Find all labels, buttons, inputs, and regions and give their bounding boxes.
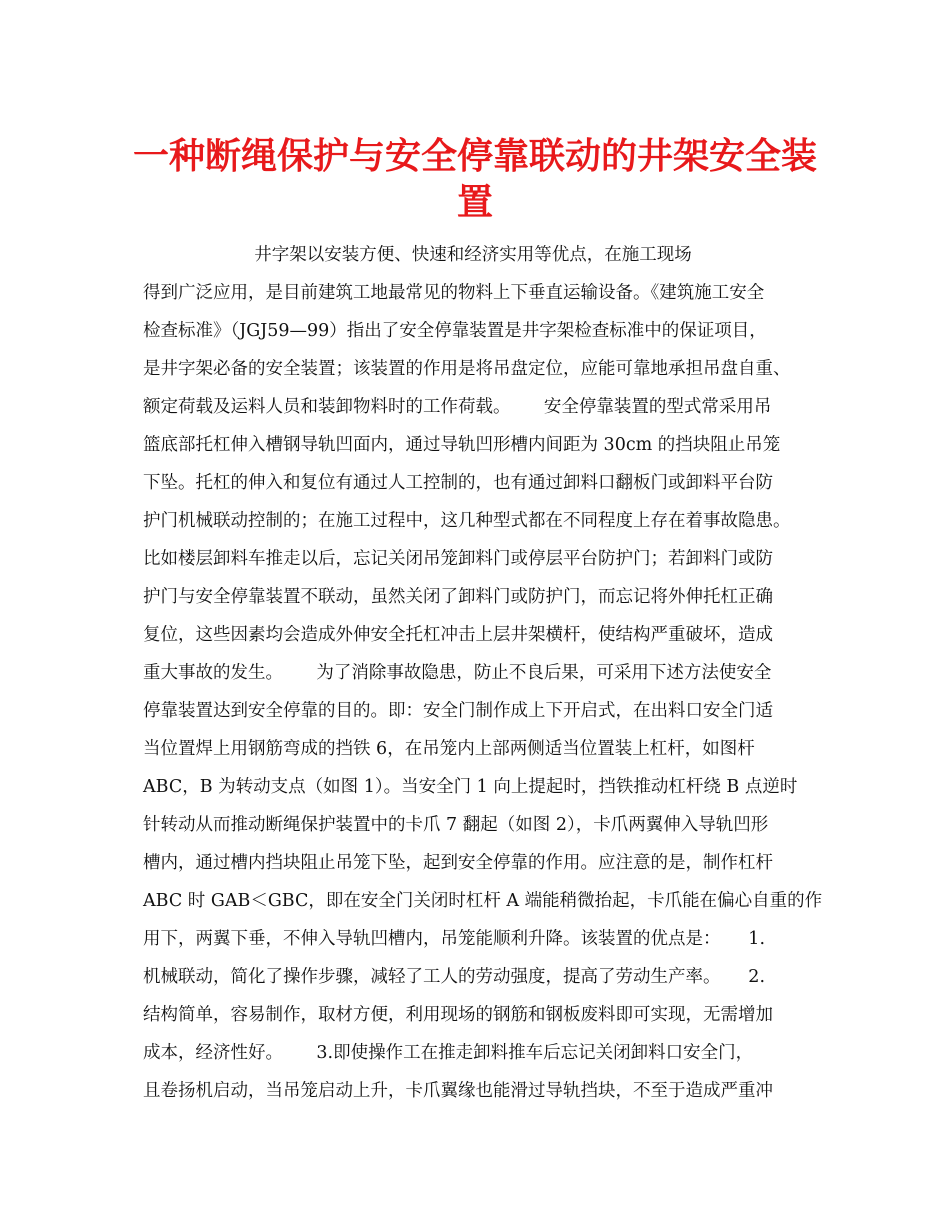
body-line: 得到广泛应用，是目前建筑工地最常见的物料上下垂直运输设备。《建筑施工安全 (143, 283, 765, 303)
document-title-line-1: 一种断绳保护与安全停靠联动的井架安全装 (132, 135, 817, 177)
body-line: 下坠。托杠的伸入和复位有通过人工控制的，也有通过卸料口翻板门或卸料平台防 (143, 473, 773, 493)
body-line: 复位，这些因素均会造成外伸安全托杠冲击上层井架横杆，使结构严重破坏，造成 (143, 625, 773, 645)
body-line: 槽内，通过槽内挡块阻止吊笼下坠，起到安全停靠的作用。应注意的是，制作杠杆 (143, 853, 773, 873)
body-line: 针转动从而推动断绳保护装置中的卡爪 7 翻起（如图 2），卡爪两翼伸入导轨凹形 (143, 815, 769, 835)
body-line: ABC，B 为转动支点（如图 1）。当安全门 1 向上提起时，挡铁推动杠杆绕 B 点逆时 (143, 777, 798, 797)
body-line: 是井字架必备的安全装置；该装置的作用是将吊盘定位，应能可靠地承担吊盘自重、 (143, 359, 791, 379)
body-line: 检查标准》（JGJ59—99）指出了安全停靠装置是井字架检查标准中的保证项目， (143, 321, 767, 341)
body-line: ABC 时 GAB＜GBC，即在安全门关闭时杠杆 A 端能稍微抬起，卡爪能在偏心自重的作 (143, 891, 823, 911)
body-line: 成本，经济性好。 3.即使操作工在推走卸料推车后忘记关闭卸料口安全门， (143, 1043, 754, 1063)
body-line: 用下，两翼下垂，不伸入导轨凹槽内，吊笼能顺利升降。该装置的优点是： 1. (143, 929, 766, 949)
body-line: 机械联动，简化了操作步骤，减轻了工人的劳动强度，提高了劳动生产率。 2. (143, 967, 766, 987)
body-line: 比如楼层卸料车推走以后，忘记关闭吊笼卸料门或停层平台防护门；若卸料门或防 (143, 549, 773, 569)
body-line: 重大事故的发生。 为了消除事故隐患，防止不良后果，可采用下述方法使安全 (143, 663, 772, 683)
body-line: 且卷扬机启动，当吊笼启动上升，卡爪翼缘也能滑过导轨挡块，不至于造成严重冲 (143, 1081, 773, 1101)
body-line: 当位置焊上用钢筋弯成的挡铁 6，在吊笼内上部两侧适当位置装上杠杆，如图杆 (143, 739, 755, 759)
body-line: 篮底部托杠伸入槽钢导轨凹面内，通过导轨凹形槽内间距为 30cm 的挡块阻止吊笼 (143, 435, 781, 455)
body-line: 停靠装置达到安全停靠的目的。即：安全门制作成上下开启式，在出料口安全门适 (143, 701, 773, 721)
body-line: 结构简单，容易制作，取材方便，利用现场的钢筋和钢板废料即可实现，无需增加 (143, 1005, 773, 1025)
document-title-line-2: 置 (456, 181, 493, 223)
body-line: 井字架以安装方便、快速和经济实用等优点，在施工现场 (143, 245, 692, 265)
body-line: 额定荷载及运料人员和装卸物料时的工作荷载。 安全停靠装置的型式常采用吊 (143, 397, 772, 417)
body-line: 护门机械联动控制的；在施工过程中，这几种型式都在不同程度上存在着事故隐患。 (143, 511, 791, 531)
body-line: 护门与安全停靠装置不联动，虽然关闭了卸料门或防护门，而忘记将外伸托杠正确 (143, 587, 773, 607)
